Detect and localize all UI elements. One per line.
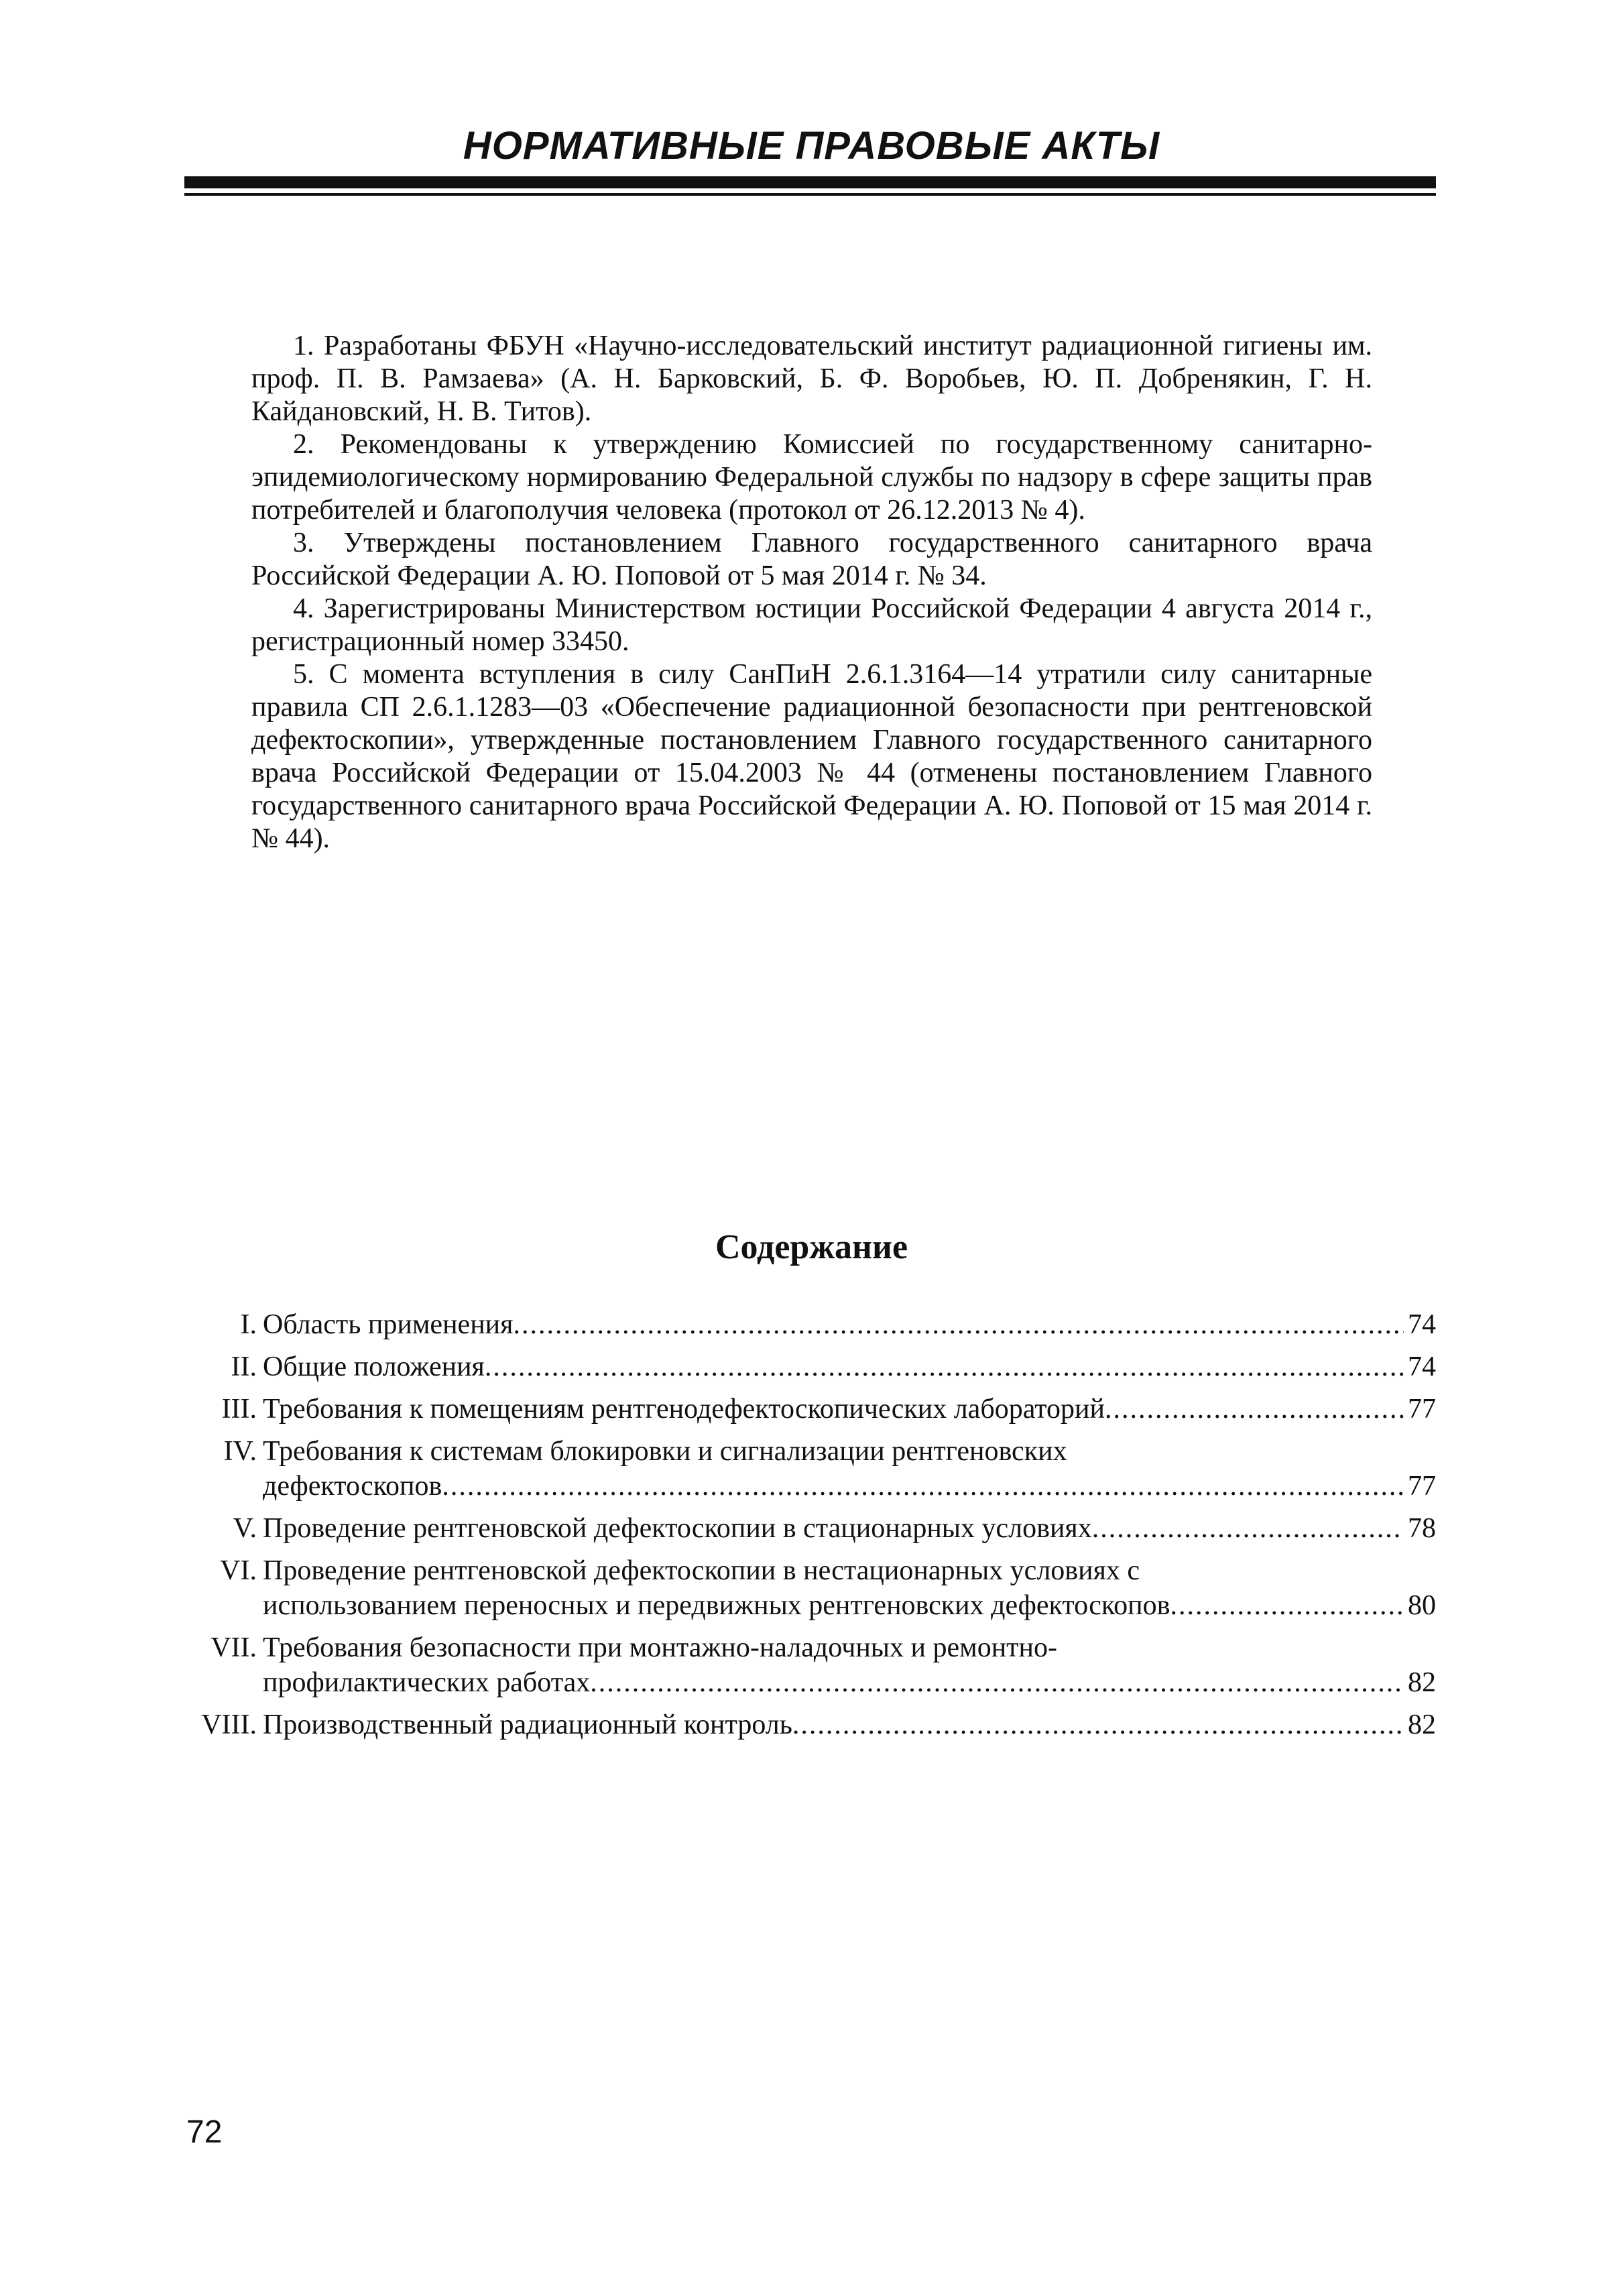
toc-entry-title-line-2: использованием переносных и передвижных рентгеновских дефектоскопов [263, 1590, 1170, 1621]
toc-title: Содержание [715, 1228, 908, 1266]
toc-dot-leader [1105, 1392, 1404, 1427]
toc-dot-leader [513, 1307, 1404, 1342]
toc-dot-leader [792, 1707, 1404, 1742]
toc-entry-title: Область применения [263, 1309, 514, 1340]
toc-entry-title: Производственный радиационный контроль [263, 1709, 792, 1740]
toc-dot-leader [1170, 1588, 1404, 1623]
toc-dot-leader [442, 1469, 1404, 1504]
intro-paragraph-4: 4. Зарегистрированы Министерством юстиции Российской Федерации 4 августа 2014 г., регистрационный номер 33450. [251, 593, 1372, 657]
toc-entry-page: 77 [1408, 1394, 1436, 1425]
intro-paragraph-2: 2. Рекомендованы к утверждению Комиссией по государственному санитарно-эпидемиологическому нормированию Федеральной службы по надзору в сфере защиты прав потребителей и благополучия человека (протокол от 26.12.2013 № 4). [251, 429, 1372, 526]
toc-entry-5 [188, 1511, 1436, 1546]
toc-entry-page: 74 [1408, 1309, 1436, 1340]
toc-entry-title-line-1: Проведение рентгеновской дефектоскопии в нестационарных условиях с [263, 1555, 1140, 1586]
toc-entry-number: IV. [223, 1436, 257, 1467]
toc-entry-number: V. [233, 1513, 257, 1544]
toc-entry-number: I. [240, 1309, 257, 1340]
header-rule-thin [184, 193, 1436, 196]
toc-entry-1 [188, 1307, 1436, 1342]
toc-entry-page: 82 [1408, 1667, 1436, 1698]
toc-entry-page: 74 [1408, 1351, 1436, 1382]
toc-dot-leader [485, 1349, 1404, 1384]
toc-entry-title-line-2: дефектоскопов [263, 1471, 442, 1502]
toc-entry-page: 77 [1408, 1471, 1436, 1502]
toc-entry-2 [188, 1349, 1436, 1384]
toc-entry-number: VI. [220, 1555, 257, 1586]
toc-entry-title-line-2: профилактических работах [263, 1667, 591, 1698]
toc-entry-page: 80 [1408, 1590, 1436, 1621]
toc-entry-6 [188, 1553, 1436, 1623]
toc-dot-leader [1092, 1511, 1404, 1546]
toc-entry-8 [188, 1707, 1436, 1742]
toc-entry-number: VII. [211, 1632, 257, 1663]
toc-entry-4 [188, 1434, 1436, 1504]
page-number: 72 [186, 2114, 223, 2150]
header-rule-thick [184, 176, 1436, 188]
toc-dot-leader [590, 1665, 1404, 1700]
toc-entry-7 [188, 1630, 1436, 1700]
toc-entry-number: III. [221, 1394, 257, 1425]
toc-entry-title: Проведение рентгеновской дефектоскопии в стационарных условиях [263, 1513, 1092, 1544]
toc-entry-3 [188, 1392, 1436, 1427]
toc-entry-title-line-1: Требования безопасности при монтажно-наладочных и ремонтно- [263, 1632, 1058, 1663]
toc-entry-number: II. [231, 1351, 257, 1382]
toc-entry-number: VIII. [201, 1709, 257, 1740]
intro-paragraph-5: 5. С момента вступления в силу СанПиН 2.6.1.3164—14 утратили силу санитарные правила СП 2.6.1.1283—03 «Обеспечение радиационной безопасности при рентгеновской дефектоскопии», утвержденные постановлением Главного государственного санитарного врача Российской Федерации от 15.04.2003 № 44 (отменены постановлением Главного государственного санитарного врача Российской Федерации А. Ю. Поповой от 15 мая 2014 г. № 44). [251, 659, 1372, 854]
intro-paragraph-1: 1. Разработаны ФБУН «Научно-исследовательский институт радиационной гигиены им. проф. П. В. Рамзаева» (А. Н. Барковский, Б. Ф. Воробьев, Ю. П. Добренякин, Г. Н. Кайдановский, Н. В. Титов). [251, 330, 1372, 427]
section-header-title: НОРМАТИВНЫЕ ПРАВОВЫЕ АКТЫ [463, 124, 1160, 168]
toc-entry-page: 82 [1408, 1709, 1436, 1740]
table-of-contents [188, 1307, 1436, 1750]
toc-entry-page: 78 [1408, 1513, 1436, 1544]
toc-entry-title: Общие положения [263, 1351, 485, 1382]
toc-entry-title: Требования к помещениям рентгенодефектоскопических лабораторий [263, 1394, 1105, 1425]
intro-paragraph-3: 3. Утверждены постановлением Главного государственного санитарного врача Российской Федерации А. Ю. Поповой от 5 мая 2014 г. № 34. [251, 528, 1372, 591]
intro-block [251, 330, 1372, 855]
toc-entry-title-line-1: Требования к системам блокировки и сигнализации рентгеновских [263, 1436, 1067, 1467]
